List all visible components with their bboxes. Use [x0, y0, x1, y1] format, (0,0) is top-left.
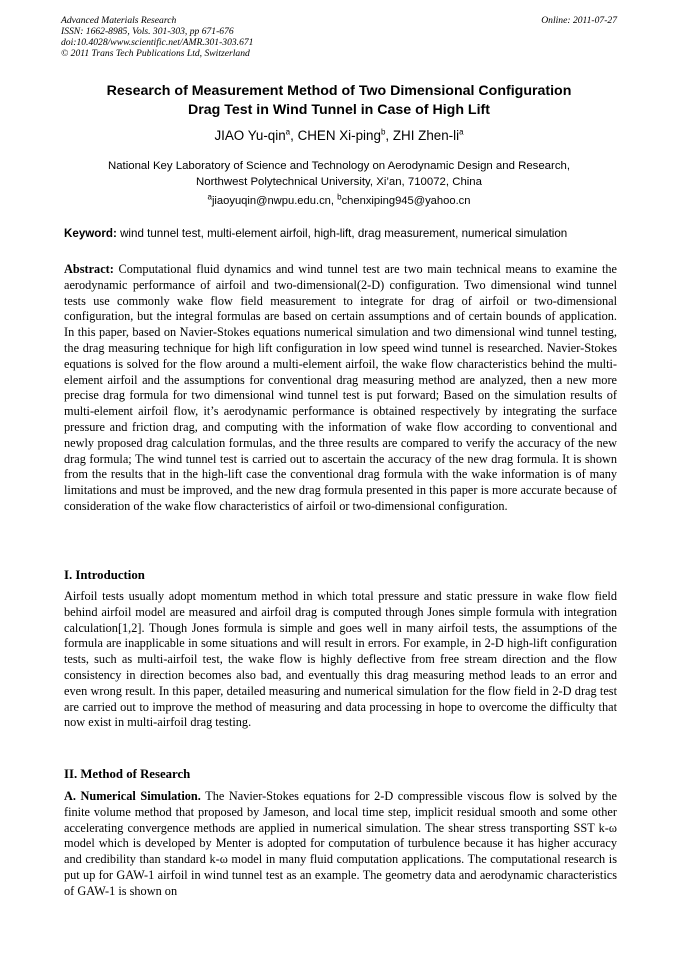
- subsection-heading-numerical-simulation: A. Numerical Simulation.: [64, 789, 201, 803]
- affiliation-line-2: Northwest Polytechnical University, Xi’an, 710072, China: [196, 176, 482, 188]
- title-line-1: Research of Measurement Method of Two Dimensional Configuration: [106, 83, 572, 99]
- online-date: Online: 2011-07-27: [541, 15, 617, 26]
- author-name: CHEN Xi-ping: [297, 128, 381, 143]
- author-emails: [61, 194, 617, 208]
- email-address[interactable]: chenxiping945@yahoo.cn: [341, 195, 471, 207]
- author-mark: a: [459, 127, 464, 137]
- author-name: JIAO Yu-qin: [214, 128, 286, 143]
- keywords-text: wind tunnel test, multi-element airfoil, high-lift, drag measurement, numerical simulation: [120, 227, 568, 240]
- method-paragraph: [64, 789, 617, 900]
- introduction-paragraph: Airfoil tests usually adopt momentum method in which total pressure and static pressure in wake flow field behind airfoil model are measured and airfoil drag is computed through Jones simple formula with integration calculation[1,2]. Though Jones formula is simple and goes well in many airfoil tests, the assumptions of the formula are inapplicable in some situations and will result in errors. For example, in 2-D high-lift configuration tests, such as multi-airfoil test, the wake flow is highly deflective from free stream direction and the flow consistency in direction becomes also bad, and eventually this drag measuring method leads to an error and even wrong result. In this paper, detailed measuring and numerical simulation for the flow field in 2-D drag test are carried out to improve the method of measuring and data processing in hope to overcome the difficulty that now exist in multi-airfoil drag testing.: [64, 589, 617, 730]
- issn-line: ISSN: 1662-8985, Vols. 301-303, pp 671-676: [61, 26, 234, 37]
- paper-title: [61, 82, 617, 120]
- abstract-label: Abstract:: [64, 262, 114, 276]
- journal-header: [61, 15, 617, 59]
- journal-name: Advanced Materials Research: [61, 15, 177, 26]
- section-heading-introduction: I. Introduction: [64, 568, 145, 582]
- email-address[interactable]: jiaoyuqin@nwpu.edu.cn: [211, 195, 331, 207]
- author-name: ZHI Zhen-li: [392, 128, 460, 143]
- affiliation-line-1: National Key Laboratory of Science and Technology on Aerodynamic Design and Research,: [107, 160, 571, 172]
- author-mark: a: [285, 127, 291, 137]
- copyright-line: © 2011 Trans Tech Publications Ltd, Switzerland: [61, 48, 250, 59]
- author-mark: b: [380, 127, 386, 137]
- author-separator: ,: [290, 128, 298, 143]
- abstract: [64, 262, 617, 515]
- author-separator: ,: [385, 128, 393, 143]
- email-separator: ,: [330, 195, 338, 207]
- abstract-text: Computational fluid dynamics and wind tunnel test are two main technical means to examine the aerodynamic performance of airfoil and two-dimensional(2-D) configuration. Two dimensional wind tunnel tests use commonly wake flow field measurement to integrate for drag of airfoil or two-dimensional configuration, but the integral formulas are based on certain assumptions and of certain bounds of application. In this paper, based on Navier-Stokes equations numerical simulation and two dimensional wind tunnel testing, the drag measuring technique for high lift configuration in low speed wind tunnel is researched. Navier-Stokes equations is solved for the flow around a multi-element airfoil, the wake flow characteristics behind the multi-element airfoil and the assumptions for conventional drag measuring method are analyzed, then a new more precise drag formula for two dimensional wind tunnel test is put forward; Based on the simulation results of multi-element airfoil flow, it’s aerodynamic performance is obtained respectively by integrating the surface pressure and friction drag, and computing with the information of wake flow according to conventional and newly proposed drag calculation formulas, and the three results are compared to verify the accuracy of the new drag formula; The wind tunnel test is carried out to ascertain the accuracy of the new drag formula. It is shown from the results that in the high-lift case the conventional drag formula with the wake information is of many limitations and must be improved, and the new drag formula presented in this paper is more accurate because of consideration of the wake flow characteristics of airfoil or two-dimensional configuration.: [64, 262, 617, 513]
- email-mark: b: [337, 192, 342, 202]
- keywords-label: Keyword:: [64, 227, 117, 240]
- keywords: [64, 226, 616, 242]
- author-list: [61, 128, 617, 144]
- doi-line: doi:10.4028/www.scientific.net/AMR.301-303.671: [61, 37, 254, 48]
- section-heading-method: II. Method of Research: [64, 767, 191, 781]
- affiliation: [61, 158, 617, 190]
- email-mark: a: [207, 192, 212, 202]
- method-text: The Navier-Stokes equations for 2-D compressible viscous flow is solved by the finite volume method that proposed by Jameson, and local time step, implicit residual smooth and some other accelerating convergence methods are applied in numerical simulation. The shear stress transporting SST k-ω model which is developed by Menter is adopted for computation of turbulence because it has higher accuracy and credibility than standard k-ω model in many fluid computation applications. The computational research is put up for GAW-1 airfoil in wind tunnel test as an example. The geometry data and aerodynamic characteristics of GAW-1 is shown on: [64, 789, 617, 898]
- title-line-2: Drag Test in Wind Tunnel in Case of High Lift: [187, 102, 490, 118]
